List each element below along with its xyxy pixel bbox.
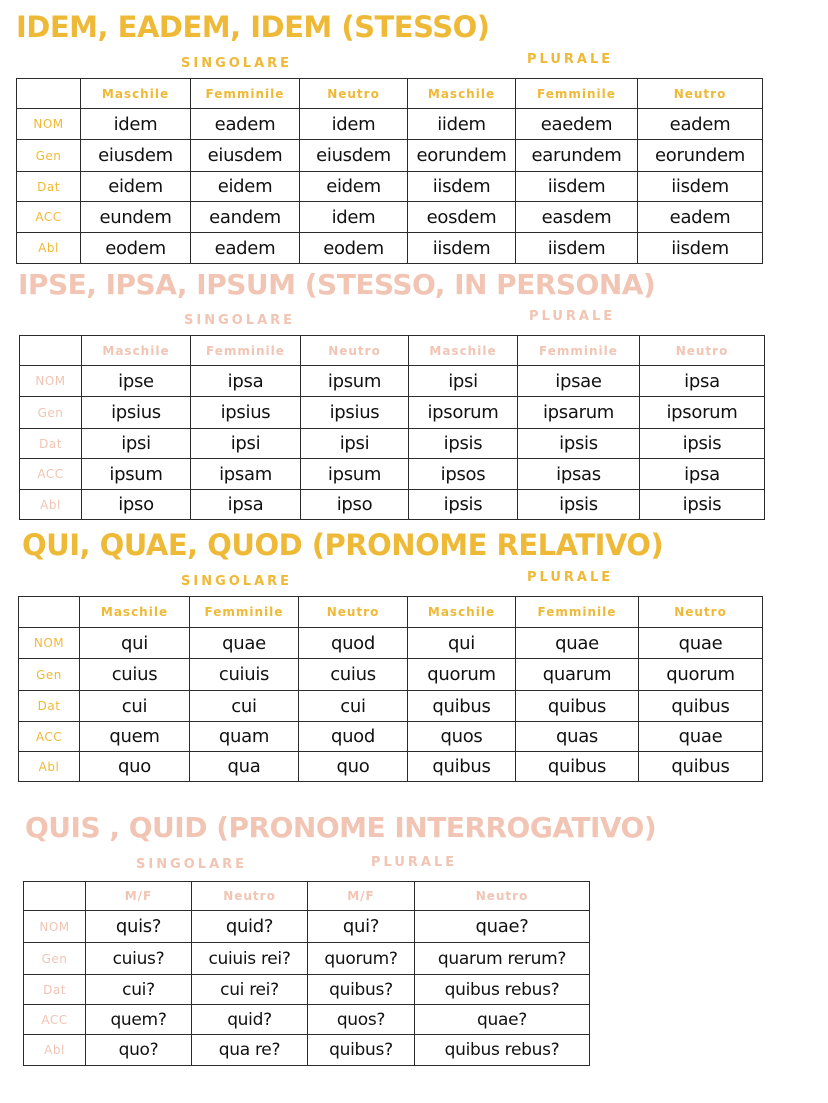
table-cell: iisdem [408, 172, 516, 202]
case-label: Dat [24, 975, 86, 1005]
case-label: ACC [24, 1005, 86, 1035]
table-cell: cuiuis [190, 659, 299, 691]
table-row [20, 490, 765, 520]
table-cell: quibus [408, 691, 516, 722]
singular-label: SINGOLARE [136, 857, 248, 872]
column-header: Maschile [408, 79, 516, 109]
section-title: IDEM, EADEM, IDEM (STESSO) [16, 10, 490, 44]
column-header: Neutro [192, 882, 308, 911]
column-header: Femminile [516, 79, 638, 109]
table-cell: quibus rebus? [415, 1035, 590, 1066]
column-header: Neutro [301, 336, 409, 366]
table-cell: ipsos [409, 459, 518, 490]
table-cell: cui rei? [192, 975, 308, 1005]
table-cell: ipsis [518, 490, 640, 520]
case-label: Gen [17, 140, 81, 172]
header-row [20, 336, 765, 366]
case-label: ACC [17, 202, 81, 233]
column-header: Femminile [518, 336, 640, 366]
table-cell: eundem [81, 202, 191, 233]
table-cell: qua [190, 752, 299, 782]
table-cell: quibus? [308, 1035, 415, 1066]
table-cell: quibus? [308, 975, 415, 1005]
case-label: NOM [17, 109, 81, 140]
case-label: Gen [24, 943, 86, 975]
table-cell: ipsi [191, 429, 301, 459]
table-cell: cui? [86, 975, 192, 1005]
corner-cell [20, 336, 82, 366]
table-cell: quid? [192, 1005, 308, 1035]
case-label: Abl [20, 490, 82, 520]
table-cell: ipsarum [518, 397, 640, 429]
table-cell: ipsa [191, 366, 301, 397]
column-header: Maschile [408, 597, 516, 628]
section-title: IPSE, IPSA, IPSUM (STESSO, IN PERSONA) [18, 268, 656, 301]
table-cell: quod [299, 628, 408, 659]
column-header: Neutro [415, 882, 590, 911]
table-cell: qui? [308, 911, 415, 943]
singular-label: SINGOLARE [181, 56, 293, 71]
table-cell: idem [300, 109, 408, 140]
table-cell: ipsis [518, 429, 640, 459]
column-header: M/F [308, 882, 415, 911]
section-title: QUI, QUAE, QUOD (PRONOME RELATIVO) [22, 528, 664, 562]
declension-table [23, 881, 590, 1066]
case-label: NOM [19, 628, 80, 659]
table-cell: iisdem [408, 233, 516, 264]
singular-label: SINGOLARE [184, 313, 296, 328]
table-cell: qui [408, 628, 516, 659]
column-header: M/F [86, 882, 192, 911]
case-label: NOM [24, 911, 86, 943]
table-cell: ipsis [409, 429, 518, 459]
table-cell: ipsis [640, 429, 765, 459]
table-cell: quibus [639, 752, 763, 782]
table-cell: ipsas [518, 459, 640, 490]
table-cell: quae? [415, 1005, 590, 1035]
case-label: Gen [20, 397, 82, 429]
table-cell: ipsi [82, 429, 191, 459]
table-row [24, 975, 590, 1005]
plural-label: PLURALE [529, 309, 616, 324]
table-cell: quos? [308, 1005, 415, 1035]
table-cell: easdem [516, 202, 638, 233]
table-cell: ipsius [301, 397, 409, 429]
column-header: Maschile [409, 336, 518, 366]
table-cell: quis? [86, 911, 192, 943]
table-cell: quorum [408, 659, 516, 691]
table-cell: ipso [301, 490, 409, 520]
corner-cell [19, 597, 80, 628]
table-cell: iisdem [638, 233, 763, 264]
table-cell: ipsorum [640, 397, 765, 429]
table-cell: eosdem [408, 202, 516, 233]
corner-cell [17, 79, 81, 109]
table-row [17, 140, 763, 172]
table-cell: eadem [638, 109, 763, 140]
case-label: Abl [17, 233, 81, 264]
table-cell: quibus [408, 752, 516, 782]
table-cell: eodem [300, 233, 408, 264]
table-row [20, 366, 765, 397]
table-row [17, 202, 763, 233]
header-row [17, 79, 763, 109]
table-cell: eadem [191, 109, 300, 140]
column-header: Femminile [190, 597, 299, 628]
table-cell: quibus [639, 691, 763, 722]
table-cell: earundem [516, 140, 638, 172]
case-label: ACC [19, 722, 80, 752]
table-cell: quarum [516, 659, 639, 691]
table-cell: quibus [516, 752, 639, 782]
table-row [19, 659, 763, 691]
table-cell: cuiuis rei? [192, 943, 308, 975]
table-cell: eorundem [638, 140, 763, 172]
declension-table [19, 335, 765, 520]
header-row [24, 882, 590, 911]
table-cell: ipsum [301, 366, 409, 397]
column-header: Femminile [191, 336, 301, 366]
table-cell: quo [299, 752, 408, 782]
table-cell: ipsius [191, 397, 301, 429]
table-cell: quae [516, 628, 639, 659]
plural-label: PLURALE [527, 570, 614, 585]
table-cell: ipsam [191, 459, 301, 490]
table-cell: ipsis [640, 490, 765, 520]
table-cell: eaedem [516, 109, 638, 140]
table-cell: ipsius [82, 397, 191, 429]
table-cell: cuius? [86, 943, 192, 975]
table-cell: eorundem [408, 140, 516, 172]
table-cell: eandem [191, 202, 300, 233]
table-cell: quem? [86, 1005, 192, 1035]
table-cell: iisdem [516, 172, 638, 202]
table-cell: quid? [192, 911, 308, 943]
table-cell: cuius [299, 659, 408, 691]
table-cell: qui [80, 628, 190, 659]
table-row [19, 722, 763, 752]
section-title: QUIS , QUID (PRONOME INTERROGATIVO) [25, 811, 657, 844]
table-cell: eiusdem [300, 140, 408, 172]
table-row [19, 752, 763, 782]
table-cell: ipsum [301, 459, 409, 490]
table-cell: ipsa [640, 459, 765, 490]
table-row [17, 172, 763, 202]
table-cell: eidem [191, 172, 300, 202]
table-row [20, 429, 765, 459]
table-cell: iisdem [516, 233, 638, 264]
column-header: Neutro [639, 597, 763, 628]
table-cell: eadem [191, 233, 300, 264]
table-row [17, 109, 763, 140]
table-cell: cuius [80, 659, 190, 691]
table-cell: quorum? [308, 943, 415, 975]
table-cell: ipsorum [409, 397, 518, 429]
table-row [20, 397, 765, 429]
column-header: Neutro [299, 597, 408, 628]
table-cell: iisdem [638, 172, 763, 202]
case-label: Abl [24, 1035, 86, 1066]
table-cell: quo [80, 752, 190, 782]
case-label: ACC [20, 459, 82, 490]
header-row [19, 597, 763, 628]
table-cell: idem [300, 202, 408, 233]
case-label: Dat [20, 429, 82, 459]
table-cell: quem [80, 722, 190, 752]
declension-table [16, 78, 763, 264]
table-cell: eidem [81, 172, 191, 202]
corner-cell [24, 882, 86, 911]
table-cell: ipso [82, 490, 191, 520]
plural-label: PLURALE [371, 855, 458, 870]
table-cell: qua re? [192, 1035, 308, 1066]
table-cell: quam [190, 722, 299, 752]
plural-label: PLURALE [527, 52, 614, 67]
table-row [17, 233, 763, 264]
table-cell: cui [299, 691, 408, 722]
table-row [24, 943, 590, 975]
table-cell: cui [80, 691, 190, 722]
table-cell: quae [190, 628, 299, 659]
table-cell: ipsis [409, 490, 518, 520]
singular-label: SINGOLARE [181, 574, 293, 589]
case-label: Dat [19, 691, 80, 722]
table-cell: iidem [408, 109, 516, 140]
column-header: Maschile [81, 79, 191, 109]
table-cell: quod [299, 722, 408, 752]
table-cell: quo? [86, 1035, 192, 1066]
column-header: Maschile [80, 597, 190, 628]
table-row [24, 1005, 590, 1035]
table-cell: quae [639, 628, 763, 659]
table-cell: ipsa [640, 366, 765, 397]
column-header: Neutro [300, 79, 408, 109]
case-label: NOM [20, 366, 82, 397]
table-cell: quarum rerum? [415, 943, 590, 975]
table-cell: ipse [82, 366, 191, 397]
table-cell: quae [639, 722, 763, 752]
table-row [19, 691, 763, 722]
column-header: Femminile [191, 79, 300, 109]
table-cell: eiusdem [191, 140, 300, 172]
table-cell: eidem [300, 172, 408, 202]
table-row [20, 459, 765, 490]
table-cell: eodem [81, 233, 191, 264]
column-header: Neutro [638, 79, 763, 109]
table-row [24, 911, 590, 943]
table-cell: quibus rebus? [415, 975, 590, 1005]
table-cell: idem [81, 109, 191, 140]
declension-table [18, 596, 763, 782]
column-header: Maschile [82, 336, 191, 366]
table-cell: quas [516, 722, 639, 752]
table-cell: quibus [516, 691, 639, 722]
table-cell: quorum [639, 659, 763, 691]
table-cell: quae? [415, 911, 590, 943]
table-cell: ipsa [191, 490, 301, 520]
table-cell: ipsi [409, 366, 518, 397]
table-cell: eadem [638, 202, 763, 233]
table-cell: ipsi [301, 429, 409, 459]
table-cell: cui [190, 691, 299, 722]
case-label: Gen [19, 659, 80, 691]
table-cell: eiusdem [81, 140, 191, 172]
table-cell: ipsae [518, 366, 640, 397]
column-header: Neutro [640, 336, 765, 366]
case-label: Abl [19, 752, 80, 782]
column-header: Femminile [516, 597, 639, 628]
table-row [24, 1035, 590, 1066]
table-cell: ipsum [82, 459, 191, 490]
table-row [19, 628, 763, 659]
table-cell: quos [408, 722, 516, 752]
case-label: Dat [17, 172, 81, 202]
